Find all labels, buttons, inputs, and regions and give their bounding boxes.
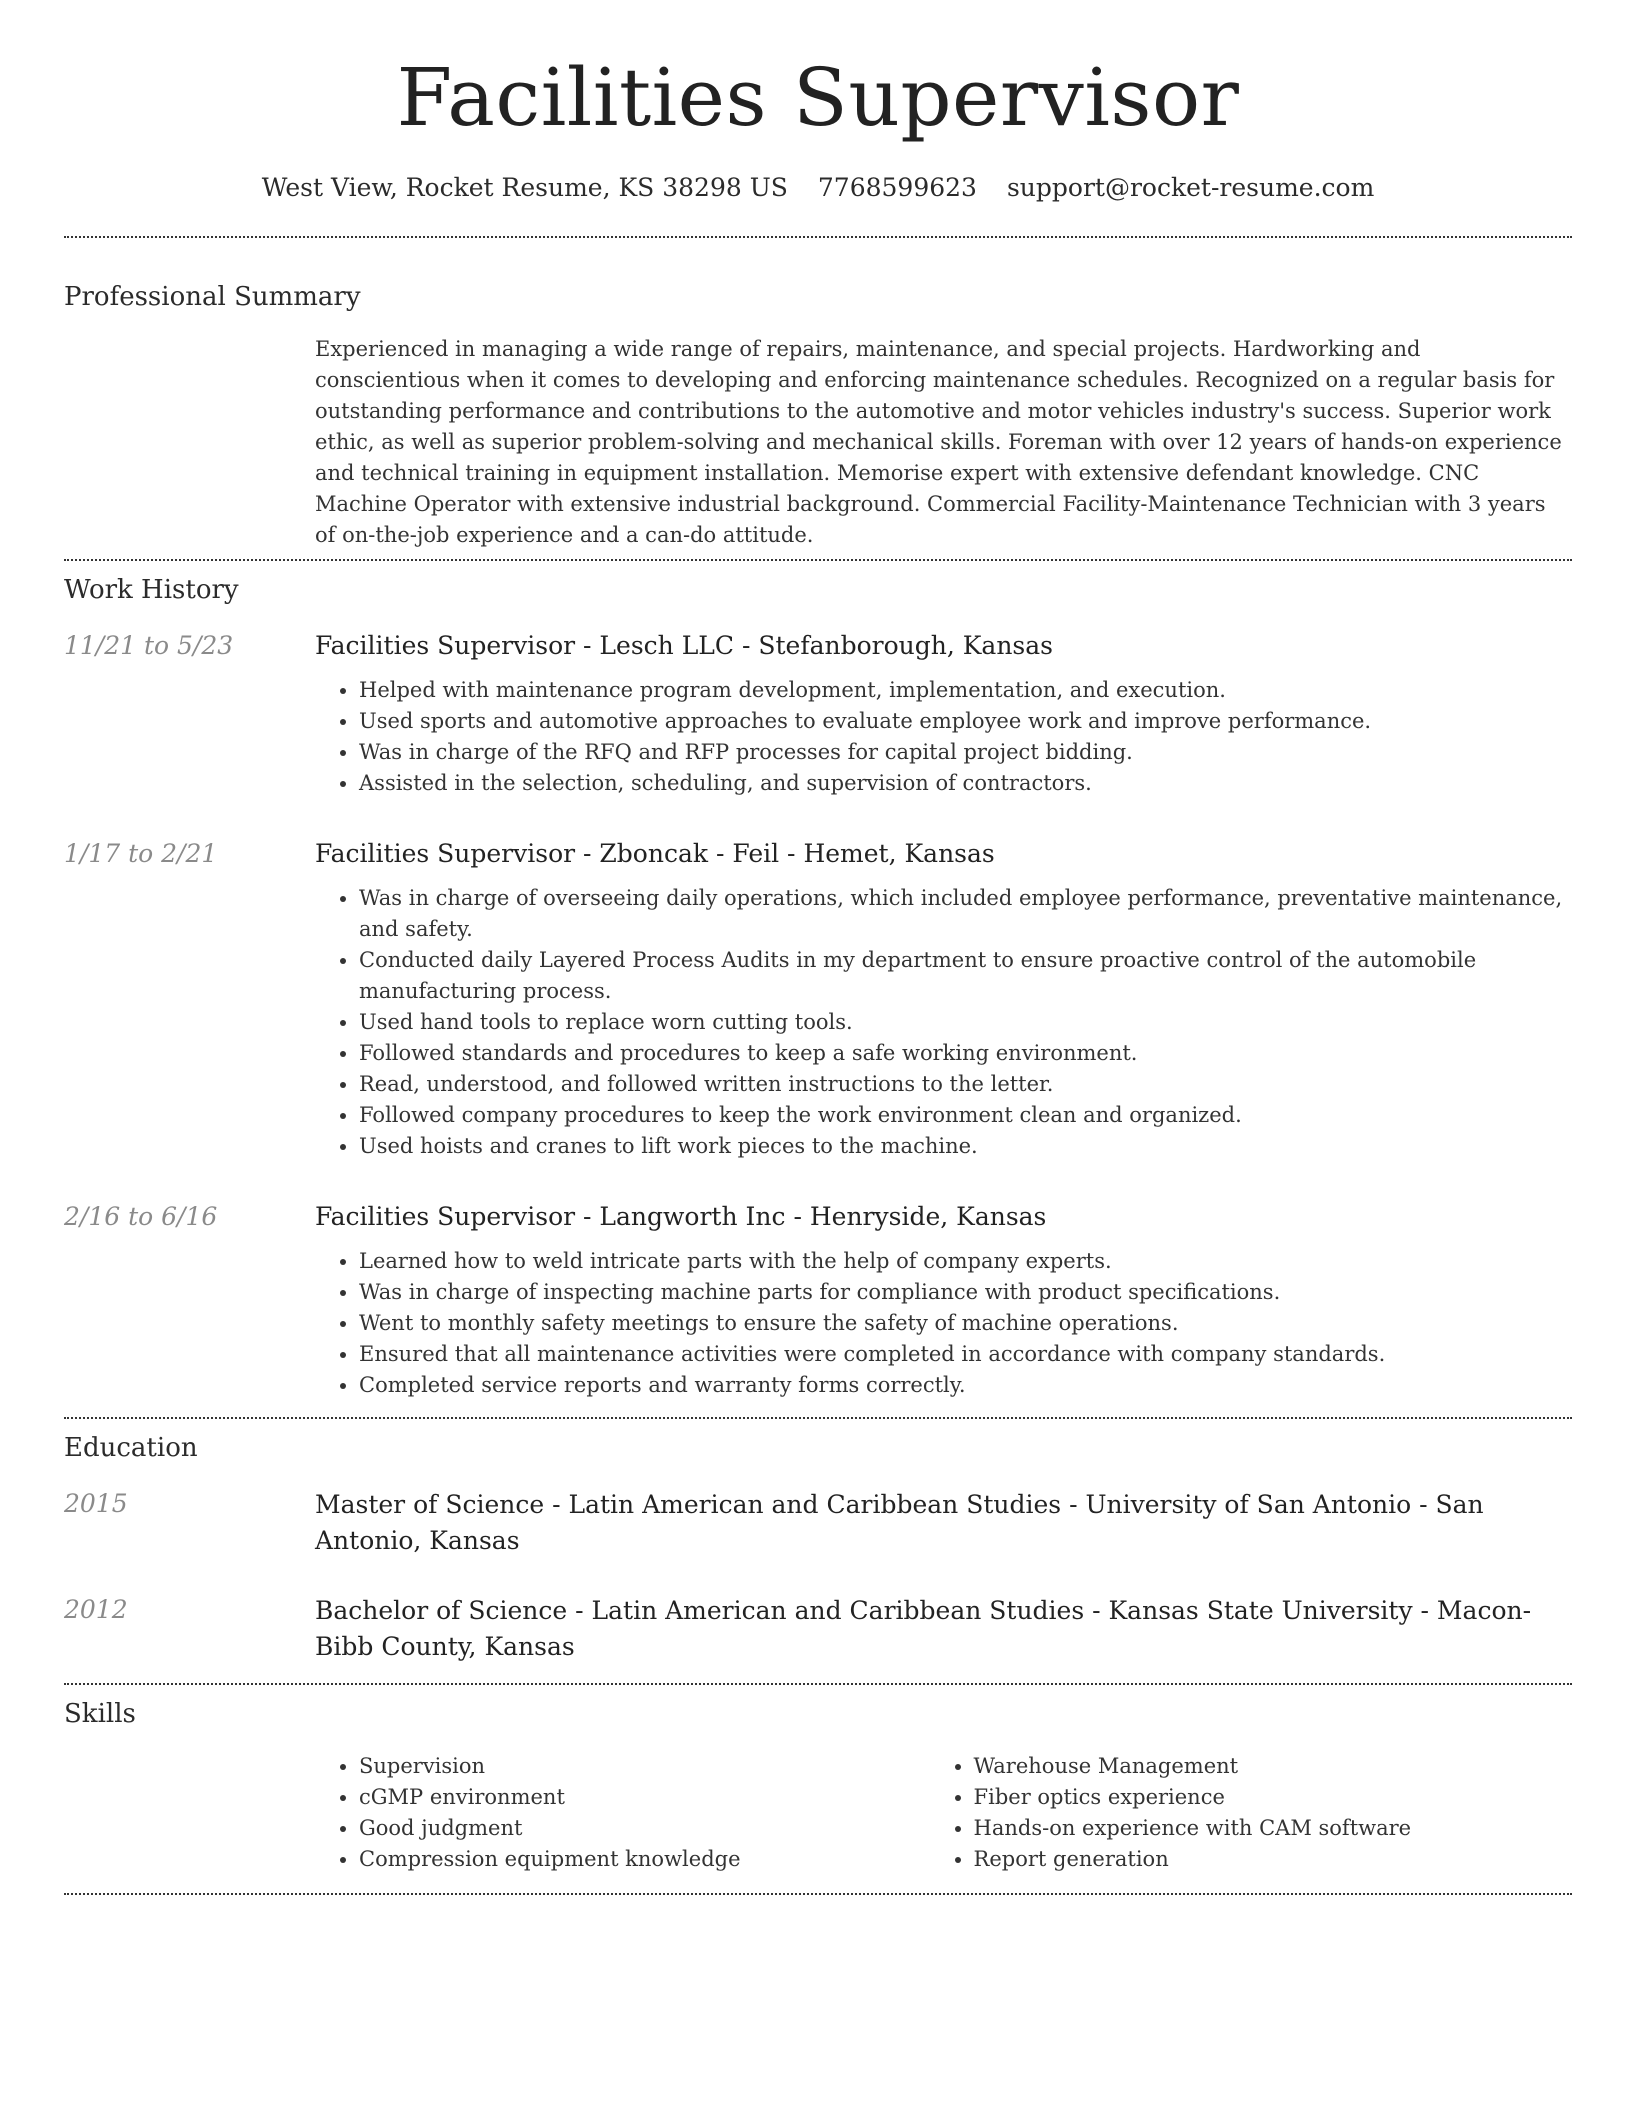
education-entry (64, 1593, 1572, 1665)
contact-line (64, 172, 1572, 204)
job-entry (64, 629, 1572, 799)
skill-item: • Fiber optics experience (974, 1782, 1572, 1813)
section-divider (64, 1417, 1572, 1419)
education-year: 2015 (64, 1489, 128, 1518)
job-bullet: • Completed service reports and warranty forms correctly. (359, 1370, 1572, 1401)
contact-phone: 7768599623 (817, 173, 977, 202)
skills-column-2 (930, 1751, 1572, 1875)
job-title: Facilities Supervisor - Langworth Inc - Henryside, Kansas (315, 1202, 1047, 1231)
job-bullet: • Was in charge of the RFQ and RFP processes for capital project bidding. (359, 737, 1572, 768)
job-bullets (315, 675, 1572, 799)
job-bullet: • Ensured that all maintenance activities were completed in accordance with company standards. (359, 1339, 1572, 1370)
job-bullets (315, 883, 1572, 1162)
job-bullets (315, 1246, 1572, 1401)
job-bullet: • Assisted in the selection, scheduling, and supervision of contractors. (359, 768, 1572, 799)
job-bullet: • Used sports and automotive approaches to evaluate employee work and improve performance. (359, 706, 1572, 737)
section-divider (64, 236, 1572, 238)
job-title: Facilities Supervisor - Lesch LLC - Stefanborough, Kansas (315, 631, 1054, 660)
contact-email: support@rocket-resume.com (1006, 173, 1375, 202)
skill-item: • cGMP environment (359, 1782, 930, 1813)
job-dates: 11/21 to 5/23 (64, 631, 234, 660)
education-year: 2012 (64, 1595, 128, 1624)
contact-address: West View, Rocket Resume, KS 38298 US (261, 173, 788, 202)
job-bullet: • Read, understood, and followed written instructions to the letter. (359, 1069, 1572, 1100)
summary-heading: Professional Summary (64, 282, 361, 312)
education-heading: Education (64, 1433, 198, 1463)
job-bullet: • Was in charge of overseeing daily operations, which included employee performance, preventative maintenance, and safety. (359, 883, 1572, 945)
job-bullet: • Went to monthly safety meetings to ensure the safety of machine operations. (359, 1308, 1572, 1339)
job-title: Facilities Supervisor - Zboncak - Feil - Hemet, Kansas (315, 839, 995, 868)
job-dates: 2/16 to 6/16 (64, 1202, 218, 1231)
job-bullet: • Followed standards and procedures to keep a safe working environment. (359, 1038, 1572, 1069)
skills-column-1 (315, 1751, 930, 1875)
job-bullet: • Used hoists and cranes to lift work pieces to the machine. (359, 1131, 1572, 1162)
work-history-heading: Work History (64, 575, 239, 605)
section-divider (64, 559, 1572, 561)
resume-name: Facilities Supervisor (396, 51, 1240, 144)
summary-text: Experienced in managing a wide range of repairs, maintenance, and special projects. Hardworking and conscientious when it comes to developing and enforcing maintenance schedules. Recognized on a regular basis for outstanding performance and contributions to the automotive and motor vehicles industry's success. Superior work ethic, as well as superior problem-solving and mechanical skills. Foreman with over 12 years of hands-on experience and technical training in equipment installation. Memorise expert with extensive defendant knowledge. CNC Machine Operator with extensive industrial background. Commercial Facility-Maintenance Technician with 3 years of on-the-job experience and a can-do attitude. (315, 337, 1562, 547)
education-entry (64, 1487, 1572, 1559)
skill-item: • Report generation (974, 1844, 1572, 1875)
skill-item: • Supervision (359, 1751, 930, 1782)
resume-page (64, 0, 1572, 1895)
skills-list (315, 1751, 1572, 1875)
job-entry (64, 837, 1572, 1162)
job-bullet: • Used hand tools to replace worn cutting tools. (359, 1007, 1572, 1038)
education-title: Bachelor of Science - Latin American and Caribbean Studies - Kansas State University - Macon-Bibb County, Kansas (315, 1596, 1532, 1661)
section-divider (64, 1893, 1572, 1895)
job-entry (64, 1200, 1572, 1401)
skill-item: • Hands-on experience with CAM software (974, 1813, 1572, 1844)
job-bullet: • Conducted daily Layered Process Audits in my department to ensure proactive control of the automobile manufacturing process. (359, 945, 1572, 1007)
job-bullet: • Learned how to weld intricate parts with the help of company experts. (359, 1246, 1572, 1277)
education-title: Master of Science - Latin American and Caribbean Studies - University of San Antonio - San Antonio, Kansas (315, 1490, 1484, 1555)
job-bullet: • Followed company procedures to keep the work environment clean and organized. (359, 1100, 1572, 1131)
skill-item: • Warehouse Management (974, 1751, 1572, 1782)
job-bullet: • Helped with maintenance program development, implementation, and execution. (359, 675, 1572, 706)
section-divider (64, 1683, 1572, 1685)
skill-item: • Compression equipment knowledge (359, 1844, 930, 1875)
job-bullet: • Was in charge of inspecting machine parts for compliance with product specifications. (359, 1277, 1572, 1308)
job-dates: 1/17 to 2/21 (64, 839, 218, 868)
skills-heading: Skills (64, 1699, 136, 1729)
skill-item: • Good judgment (359, 1813, 930, 1844)
